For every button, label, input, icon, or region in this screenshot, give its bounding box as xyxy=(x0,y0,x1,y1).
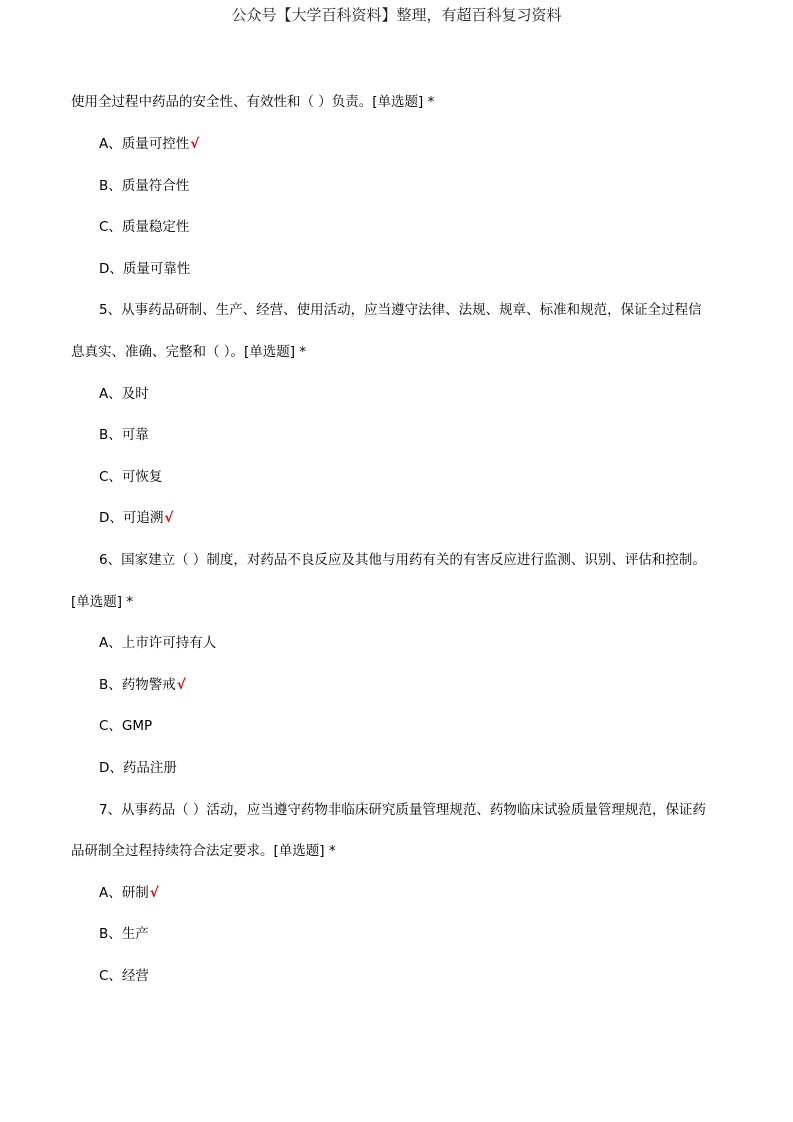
question-1-option-a[interactable]: A、质量可控性√ xyxy=(99,136,200,152)
correct-check-icon: √ xyxy=(164,510,174,526)
question-7-option-b[interactable]: B、生产 xyxy=(99,926,149,942)
correct-check-icon: √ xyxy=(176,677,186,693)
question-7-option-a[interactable]: A、研制√ xyxy=(99,885,159,901)
question-1-line-1: 使用全过程中药品的安全性、有效性和（ ）负责。[单选题] * xyxy=(71,94,435,110)
question-6-option-b[interactable]: B、药物警戒√ xyxy=(99,677,186,693)
question-1-option-b[interactable]: B、质量符合性 xyxy=(99,178,190,194)
question-6-option-d[interactable]: D、药品注册 xyxy=(99,760,177,776)
question-7-line-1: 7、从事药品（ ）活动，应当遵守药物非临床研究质量管理规范、药物临床试验质量管理规范，保证药 xyxy=(99,802,706,818)
question-1-option-c[interactable]: C、质量稳定性 xyxy=(99,219,190,235)
question-6-option-a[interactable]: A、上市许可持有人 xyxy=(99,635,217,651)
question-5-option-d[interactable]: D、可追溯√ xyxy=(99,510,174,526)
question-5-line-2: 息真实、准确、完整和（ ）。[单选题] * xyxy=(71,344,307,360)
question-1-option-d[interactable]: D、质量可靠性 xyxy=(99,261,191,277)
question-5-line-1: 5、从事药品研制、生产、经营、使用活动，应当遵守法律、法规、规章、标准和规范，保证全过程信 xyxy=(99,302,702,318)
question-6-line-1: 6、国家建立（ ）制度，对药品不良反应及其他与用药有关的有害反应进行监测、识别、评估和控制。 xyxy=(99,552,706,568)
question-7-line-2: 品研制全过程持续符合法定要求。[单选题] * xyxy=(71,843,336,859)
correct-check-icon: √ xyxy=(149,885,159,901)
question-5-option-b[interactable]: B、可靠 xyxy=(99,427,149,443)
question-5-option-c[interactable]: C、可恢复 xyxy=(99,469,163,485)
page-header: 公众号【大学百科资料】整理，有超百科复习资料 xyxy=(231,6,562,24)
correct-check-icon: √ xyxy=(190,136,200,152)
question-5-option-a[interactable]: A、及时 xyxy=(99,386,149,402)
question-6-line-2: [单选题] * xyxy=(71,594,134,610)
question-7-option-c[interactable]: C、经营 xyxy=(99,968,149,984)
question-6-option-c[interactable]: C、GMP xyxy=(99,718,153,734)
